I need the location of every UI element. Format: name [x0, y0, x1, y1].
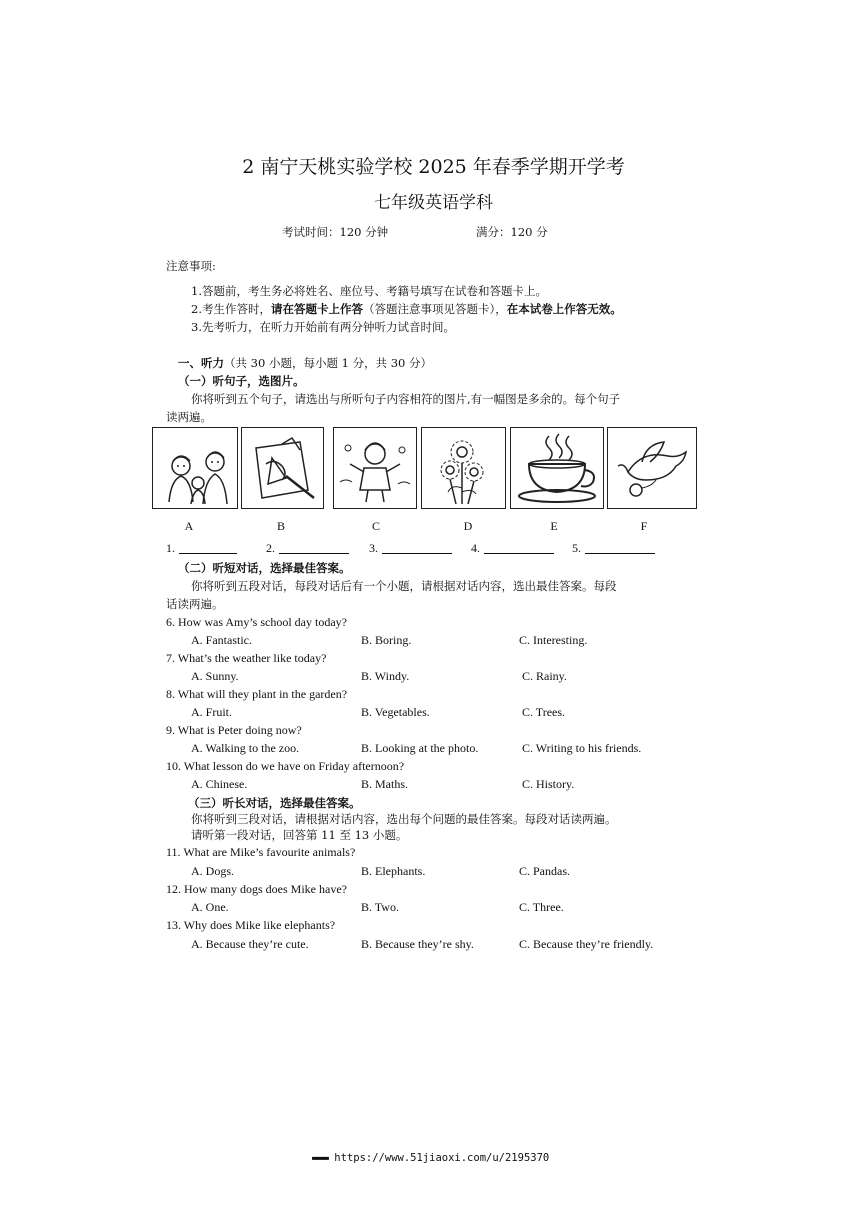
note-item-2-part-d: 在本试卷上作答无效。 — [506, 302, 622, 316]
question-7: 7. What’s the weather like today? — [166, 651, 327, 665]
question-7-option-b[interactable]: B. Windy. — [361, 669, 410, 683]
note-item-3: 3.先考听力，在听力开始前有两分钟听力试音时间。 — [191, 320, 455, 334]
section-heading-title: 一、听力 — [178, 356, 224, 370]
section-heading — [178, 355, 432, 371]
question-13-option-b[interactable]: B. Because they’re shy. — [361, 937, 474, 951]
question-6-option-a[interactable]: A. Fantastic. — [191, 633, 252, 647]
answer-blank-1-label: 1. — [166, 541, 175, 555]
teacup-icon — [510, 427, 604, 509]
question-11-option-b[interactable]: B. Elephants. — [361, 864, 426, 878]
answer-blank-5[interactable] — [572, 541, 655, 556]
picture-letter-a: A — [184, 519, 194, 533]
question-13-option-a[interactable]: A. Because they’re cute. — [191, 937, 309, 951]
question-6: 6. How was Amy’s school day today? — [166, 615, 347, 629]
note-item-2-part-a: 2.考生作答时， — [191, 302, 271, 316]
question-13: 13. Why does Mike like elephants? — [166, 918, 336, 932]
drawing-hand-icon — [241, 427, 324, 509]
answer-blank-5-label: 5. — [572, 541, 581, 555]
question-7-option-c[interactable]: C. Rainy. — [522, 669, 567, 683]
answer-blank-4[interactable] — [471, 541, 554, 556]
answer-blank-2[interactable] — [266, 541, 349, 556]
notes-heading: 注意事项: — [166, 259, 216, 273]
part2-instruction-line1: 你将听到五段对话，每段对话后有一个小题，请根据对话内容，选出最佳答案。每段 — [191, 579, 617, 593]
question-8: 8. What will they plant in the garden? — [166, 687, 348, 701]
footer-url[interactable]: https://www.51jiaoxi.com/u/2195370 — [334, 1152, 550, 1164]
question-10-option-c[interactable]: C. History. — [522, 777, 575, 791]
note-item-2-part-b: 请在答题卡上作答 — [270, 302, 363, 316]
picture-letter-c: C — [371, 519, 380, 533]
child-icon — [333, 427, 417, 509]
question-12-option-a[interactable]: A. One. — [191, 900, 229, 914]
question-12: 12. How many dogs does Mike have? — [166, 882, 347, 896]
footer-watermark — [312, 1152, 549, 1164]
picture-letter-f: F — [640, 519, 648, 533]
answer-blank-4-label: 4. — [471, 541, 480, 555]
question-13-option-c[interactable]: C. Because they’re friendly. — [519, 937, 654, 951]
note-item-2-part-c: （答题注意事项见答题卡）， — [362, 302, 507, 316]
question-11: 11. What are Mike’s favourite animals? — [166, 845, 356, 859]
note-item-1: 1.答题前，考生务必将姓名、座位号、考籍号填写在试卷和答题卡上。 — [191, 284, 547, 298]
watermark-glyph-icon: ▬▬▬ — [312, 1152, 328, 1164]
flowers-icon — [421, 427, 506, 509]
question-9: 9. What is Peter doing now? — [166, 723, 302, 737]
part1-instruction-line1: 你将听到五个句子，请选出与所听句子内容相符的图片,有一幅图是多余的。每个句子 — [191, 392, 621, 406]
part2-instruction-line2: 话读两遍。 — [166, 597, 224, 611]
answer-blank-3[interactable] — [369, 541, 452, 556]
question-7-option-a[interactable]: A. Sunny. — [191, 669, 239, 683]
question-10: 10. What lesson do we have on Friday afternoon? — [166, 759, 405, 773]
answer-blank-1[interactable] — [166, 541, 237, 556]
question-9-option-a[interactable]: A. Walking to the zoo. — [191, 741, 300, 755]
family-icon — [152, 427, 238, 509]
part3-instruction-line2: 请听第一段对话，回答第 11 至 13 小题。 — [191, 828, 408, 842]
question-12-option-b[interactable]: B. Two. — [361, 900, 399, 914]
picture-letter-b: B — [276, 519, 285, 533]
part2-title: （二）听短对话，选择最佳答案。 — [178, 561, 351, 575]
exam-score: 满分：120 分 — [476, 225, 548, 239]
section-heading-rest: （共 30 小题，每小题 1 分，共 30 分） — [224, 356, 433, 370]
part1-title: （一）听句子，选图片。 — [178, 374, 305, 388]
question-12-option-c[interactable]: C. Three. — [519, 900, 564, 914]
exam-subject: 七年级英语学科 — [374, 193, 493, 213]
exam-time: 考试时间：120 分钟 — [282, 225, 389, 239]
question-8-option-a[interactable]: A. Fruit. — [191, 705, 233, 719]
question-6-option-b[interactable]: B. Boring. — [361, 633, 412, 647]
bird-icon — [607, 427, 697, 509]
note-item-2 — [191, 301, 622, 317]
part1-instruction-line2: 读两遍。 — [166, 410, 212, 424]
picture-letter-e: E — [550, 519, 558, 533]
question-10-option-a[interactable]: A. Chinese. — [191, 777, 248, 791]
question-11-option-a[interactable]: A. Dogs. — [191, 864, 235, 878]
part3-title: （三）听长对话，选择最佳答案。 — [188, 796, 361, 810]
question-8-option-b[interactable]: B. Vegetables. — [361, 705, 430, 719]
picture-letter-d: D — [463, 519, 473, 533]
question-6-option-c[interactable]: C. Interesting. — [519, 633, 588, 647]
answer-blank-2-label: 2. — [266, 541, 275, 555]
answer-blank-3-label: 3. — [369, 541, 378, 555]
question-10-option-b[interactable]: B. Maths. — [361, 777, 409, 791]
question-8-option-c[interactable]: C. Trees. — [522, 705, 566, 719]
part3-instruction-line1: 你将听到三段对话，请根据对话内容，选出每个问题的最佳答案。每段对话读两遍。 — [191, 812, 617, 826]
question-11-option-c[interactable]: C. Pandas. — [519, 864, 570, 878]
exam-title: 2 南宁天桃实验学校 2025 年春季学期开学考 — [242, 156, 625, 178]
question-9-option-b[interactable]: B. Looking at the photo. — [361, 741, 479, 755]
question-9-option-c[interactable]: C. Writing to his friends. — [522, 741, 642, 755]
